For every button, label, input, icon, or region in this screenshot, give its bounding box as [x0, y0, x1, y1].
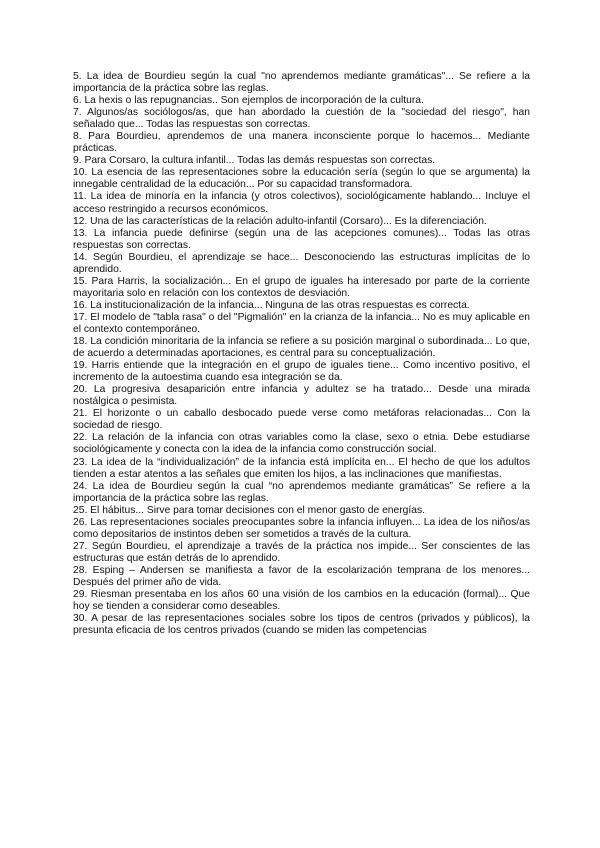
list-item: 18. La condición minoritaria de la infancia se refiere a su posición marginal o subordinada... Lo que, de acuerdo a determinadas aportaciones, es central para su conceptualización.	[73, 336, 530, 360]
list-item: 29. Riesman presentaba en los años 60 una visión de los cambios en la educación (formal)... Que hoy se tienden a considerar como deseables.	[73, 589, 530, 613]
list-item: 21. El horizonte o un caballo desbocado puede verse como metáforas relacionadas... Con la sociedad de riesgo.	[73, 408, 530, 432]
list-item: 9. Para Corsaro, la cultura infantil... Todas las demás respuestas son correctas.	[73, 155, 436, 167]
list-item: 17. El modelo de "tabla rasa" o del "Pigmalión" en la crianza de la infancia... No es muy aplicable en el contexto contemporáneo.	[73, 311, 530, 335]
list-item: 11. La idea de minoría en la infancia (y otros colectivos), sociológicamente hablando... Incluye el acceso restringido a recursos económicos.	[73, 191, 530, 215]
list-item: 13. La infancia puede definirse (según una de las acepciones comunes)... Todas las otras respuestas son correctas.	[73, 227, 530, 251]
list-item: 24. La idea de Bourdieu según la cual “no aprendemos mediante gramáticas” Se refiere a la importancia de la práctica sobre las reglas.	[73, 480, 530, 504]
list-item: 27. Según Bourdieu, el aprendizaje a través de la práctica nos impide... Ser conscientes de las estructuras que están detrás de lo aprendido.	[73, 540, 530, 564]
list-item: 26. Las representaciones sociales preocupantes sobre la infancia influyen... La idea de los niños/as como depositarios de instintos deben ser sometidos a través de la cultura.	[73, 516, 530, 540]
list-item: 23. La idea de la “individualización” de la infancia está implícita en... El hecho de que los adultos tienden a estar atentos a las señales que emiten los hijos, a las inclinaciones que manifiestas.	[73, 456, 530, 480]
list-item: 22. La relación de la infancia con otras variables como la clase, sexo o etnia. Debe estudiarse sociológicamente y conecta con la idea de la infancia como construcción social.	[73, 432, 530, 456]
list-item: 28. Esping – Andersen se manifiesta a favor de la escolarización temprana de los menores... Después del primer año de vida.	[73, 564, 530, 588]
list-item: 25. El hábitus... Sirve para tomar decisiones con el menor gasto de energías.	[73, 504, 426, 516]
list-item: 8. Para Bourdieu, aprendemos de una manera inconsciente porque lo hacemos... Mediante prácticas.	[73, 131, 530, 155]
list-item: 16. La institucionalización de la infancia... Ninguna de las otras respuestas es correcta.	[73, 299, 470, 311]
list-item: 15. Para Harris, la socialización... En el grupo de iguales ha interesado por parte de la corriente mayoritaria solo en relación con los contextos de desviación.	[73, 275, 530, 299]
list-item: 19. Harris entiende que la integración en el grupo de iguales tiene... Como incentivo positivo, el incremento de la autoestima cuando esa integración se da.	[73, 360, 530, 384]
list-item: 5. La idea de Bourdieu según la cual "no aprendemos mediante gramáticas"... Se refiere a la importancia de la práctica sobre las reglas.	[73, 71, 530, 95]
list-item: 12. Una de las características de la relación adulto-infantil (Corsaro)... Es la diferenciación.	[73, 215, 487, 227]
list-item: 30. A pesar de las representaciones sociales sobre los tipos de centros (privados y públicos), la presunta eficacia de los centros privados (cuando se miden las competencias	[73, 613, 530, 637]
list-item: 14. Según Bourdieu, el aprendizaje se hace... Desconociendo las estructuras implícitas de lo aprendido.	[73, 251, 530, 275]
document-page	[73, 71, 530, 637]
list-item: 6. La hexis o las repugnancias.. Son ejemplos de incorporación de la cultura.	[73, 95, 424, 107]
list-item: 20. La progresiva desaparición entre infancia y adultez se ha tratado... Desde una mirada nostálgica o pesimista.	[73, 384, 530, 408]
list-item: 10. La esencia de las representaciones sobre la educación sería (según lo que se argumenta) la innegable centralidad de la educación... Por su capacidad transformadora.	[73, 167, 530, 191]
list-item: 7. Algunos/as sociólogos/as, que han abordado la cuestión de la "sociedad del riesgo", han señalado que... Todas las respuestas son correctas.	[73, 107, 530, 131]
